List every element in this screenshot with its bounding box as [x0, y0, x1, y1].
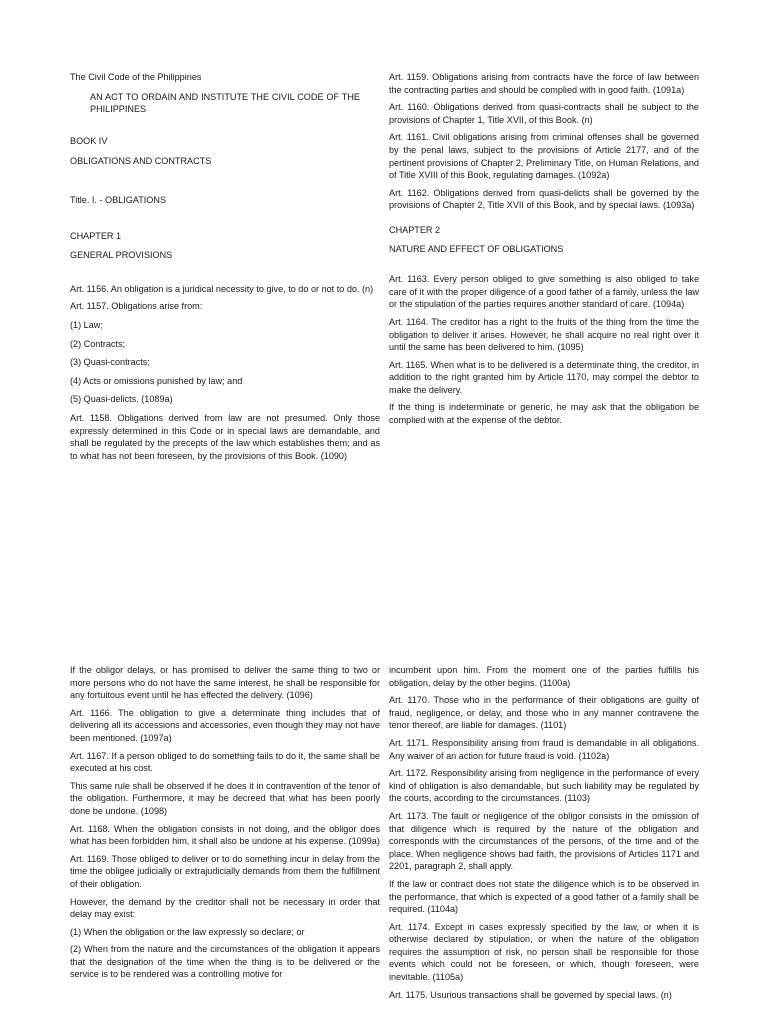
article-paragraph: Art. 1166. The obligation to give a determinate thing includes that of delivering all its accessions and accessories, even though they may not have been mentioned. (1097a): [70, 707, 380, 743]
code-title: The Civil Code of the Philippines: [70, 72, 202, 82]
act-heading: AN ACT TO ORDAIN AND INSTITUTE THE CIVIL CODE OF THE PHILIPPINES: [90, 91, 360, 115]
article-paragraph: Art. 1168. When the obligation consists in not doing, and the obligor does what has been forbidden him, it shall also be undone at his expense. (1099a): [70, 823, 380, 847]
article-paragraph: Art. 1163. Every person obliged to give something is also obliged to take care of it with the proper diligence of a good father of a family, unless the law or the stipulation of the parties requires another standard of care. (1094a): [389, 274, 699, 310]
list-item: (1) When the obligation or the law expressly so declare; or: [70, 926, 305, 937]
book-heading: BOOK IV: [70, 135, 108, 146]
article-paragraph: Art. 1170. Those who in the performance of their obligations are guilty of fraud, negligence, or delay, and those who in any manner contravene the tenor thereof, are liable for damages. (1101): [389, 695, 699, 731]
chapter-title: NATURE AND EFFECT OF OBLIGATIONS: [389, 243, 564, 254]
list-item: (5) Quasi-delicts. (1089a): [70, 394, 173, 405]
list-item: (2) Contracts;: [70, 338, 126, 349]
article-paragraph: Art. 1171. Responsibility arising from fraud is demandable in all obligations. Any waiver of an action for future fraud is void. (1102a): [389, 737, 699, 761]
article-paragraph: Art. 1173. The fault or negligence of the obligor consists in the omission of that diligence which is required by the nature of the obligation and corresponds with the circumstances of the persons, of the time and of the place. When negligence shows bad faith, the provisions of Articles 1171 and 2201, paragraph 2, shall apply.: [389, 810, 699, 872]
chapter-heading: CHAPTER 2: [389, 224, 441, 235]
article-paragraph: Art. 1172. Responsibility arising from negligence in the performance of every kind of obligation is also demandable, but such liability may be regulated by the courts, according to the circumstances. (1103): [389, 768, 699, 804]
top-left-column: [70, 71, 380, 467]
article-paragraph: If the thing is indeterminate or generic, he may ask that the obligation be complied with at the expense of the debtor.: [389, 402, 699, 426]
article-paragraph: Art. 1161. Civil obligations arising from criminal offenses shall be governed by the penal laws, subject to the provisions of Article 2177, and of the pertinent provisions of Chapter 2, Preliminary Title, on Human Relations, and of Title XVIII of this Book, regulating damages. (1092a): [389, 132, 699, 181]
article-paragraph: However, the demand by the creditor shall not be necessary in order that delay may exist:: [70, 896, 380, 920]
chapter-title: GENERAL PROVISIONS: [70, 250, 173, 261]
article-paragraph: Art. 1156. An obligation is a juridical necessity to give, to do or not to do. (n): [70, 283, 374, 294]
article-paragraph: Art. 1160. Obligations derived from quasi-contracts shall be subject to the provisions of Chapter 1, Title XVII, of this Book. (n): [389, 102, 699, 125]
article-paragraph: This same rule shall be observed if he does it in contravention of the tenor of the obligation. Furthermore, it may be decreed that what has been poorly done be undone. (1098): [70, 780, 380, 816]
article-paragraph: incumbent upon him. From the moment one of the parties fulfills his obligation, delay by the other begins. (1100a): [389, 665, 699, 688]
article-paragraph: Art. 1157. Obligations arise from:: [70, 301, 203, 312]
article-paragraph: Art. 1174. Except in cases expressly specified by the law, or when it is otherwise declared by stipulation, or when the nature of the obligation requires the assumption of risk, no person shall be responsible for those events which could not be foreseen, or which, though foreseen, were inevitable. (1105a): [389, 921, 699, 983]
top-right-column: [389, 71, 699, 432]
article-paragraph: Art. 1167. If a person obliged to do something fails to do it, the same shall be executed at his cost.: [70, 750, 380, 774]
chapter-heading: CHAPTER 1: [70, 230, 122, 241]
book-title: OBLIGATIONS AND CONTRACTS: [70, 156, 212, 167]
article-paragraph: If the law or contract does not state the diligence which is to be observed in the performance, that which is expected of a good father of a family shall be required. (1104a): [389, 878, 699, 915]
article-paragraph: Art. 1159. Obligations arising from contracts have the force of law between the contracting parties and should be complied with in good faith. (1091a): [389, 72, 699, 95]
article-paragraph: Art. 1169. Those obliged to deliver or to do something incur in delay from the time the obligee judicially or extrajudicially demands from them the fulfillment of their obligation.: [70, 853, 380, 889]
article-paragraph: Art. 1165. When what is to be delivered is a determinate thing, the creditor, in addition to the right granted him by Article 1170, may compel the debtor to make the delivery.: [389, 359, 699, 395]
article-paragraph: Art. 1164. The creditor has a right to the fruits of the thing from the time the obligation to deliver it arises. However, he shall acquire no real right over it until the same has been delivered to him. (1095): [389, 316, 699, 353]
list-item: (2) When from the nature and the circumstances of the obligation it appears that the designation of the time when the thing is to be delivered or the service is to be rendered was a controlling motive for: [70, 944, 380, 980]
list-item: (1) Law;: [70, 319, 103, 330]
article-paragraph: Art. 1162. Obligations derived from quasi-delicts shall be governed by the provisions of Chapter 2, Title XVII of this Book, and by special laws. (1093a): [389, 187, 699, 211]
article-paragraph: If the obligor delays, or has promised to deliver the same thing to two or more persons who do not have the same interest, he shall be responsible for any fortuitous event until he has effected the delivery. (1096): [70, 665, 380, 701]
bottom-left-column: [70, 664, 380, 986]
title-heading: Title. I. - OBLIGATIONS: [70, 194, 167, 205]
list-item: (3) Quasi-contracts;: [70, 357, 150, 368]
bottom-right-column: [389, 664, 699, 1006]
article-paragraph: Art. 1175. Usurious transactions shall be governed by special laws. (n): [389, 989, 672, 1000]
list-item: (4) Acts or omissions punished by law; and: [70, 375, 243, 386]
article-paragraph: Art. 1158. Obligations derived from law are not presumed. Only those expressly determined in this Code or in special laws are demandable, and shall be regulated by the precepts of the law which establishes them; and as to what has not been foreseen, by the provisions of this Book. (1090): [70, 412, 380, 461]
